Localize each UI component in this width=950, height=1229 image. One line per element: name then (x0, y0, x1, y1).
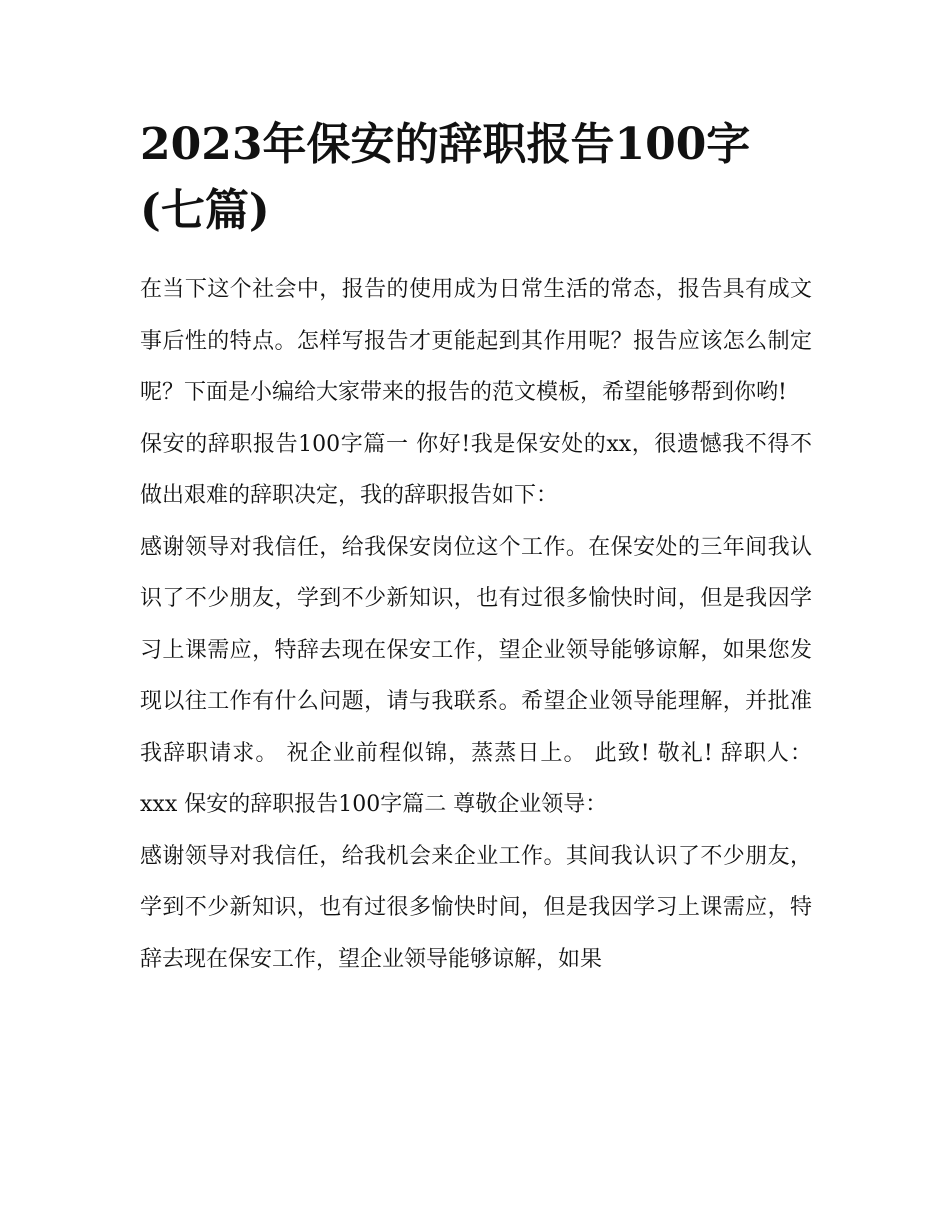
document-title: 2023年保安的辞职报告100字(七篇) (140, 119, 751, 236)
intro-paragraph: 在当下这个社会中，报告的使用成为日常生活的常态，报告具有成文事后性的特点。怎样写报告才更能起到其作用呢？报告应该怎么制定呢？下面是小编给大家带来的报告的范文模板，希望能够帮到你哟! (140, 277, 812, 405)
section-two-body-paragraph: 感谢领导对我信任，给我机会来企业工作。其间我认识了不少朋友，学到不少新知识，也有过很多愉快时间，但是我因学习上课需应，特辞去现在保安工作，望企业领导能够谅解，如果 (140, 843, 812, 972)
section-one-opening-paragraph: 保安的辞职报告100字篇一 你好!我是保安处的xx，很遗憾我不得不做出艰难的辞职决定，我的辞职报告如下： (140, 431, 812, 508)
document-page (140, 112, 812, 985)
section-one-body-paragraph: 感谢领导对我信任，给我保安岗位这个工作。在保安处的三年间我认识了不少朋友，学到不少新知识，也有过很多愉快时间，但是我因学习上课需应，特辞去现在保安工作，望企业领导能够谅解，如果您发现以往工作有什么问题，请与我联系。希望企业领导能理解，并批准我辞职请求。 祝企业前程似锦，蒸蒸日上。 此致! 敬礼! 辞职人：xxx 保安的辞职报告100字篇二 尊敬企业领导： (140, 534, 812, 817)
